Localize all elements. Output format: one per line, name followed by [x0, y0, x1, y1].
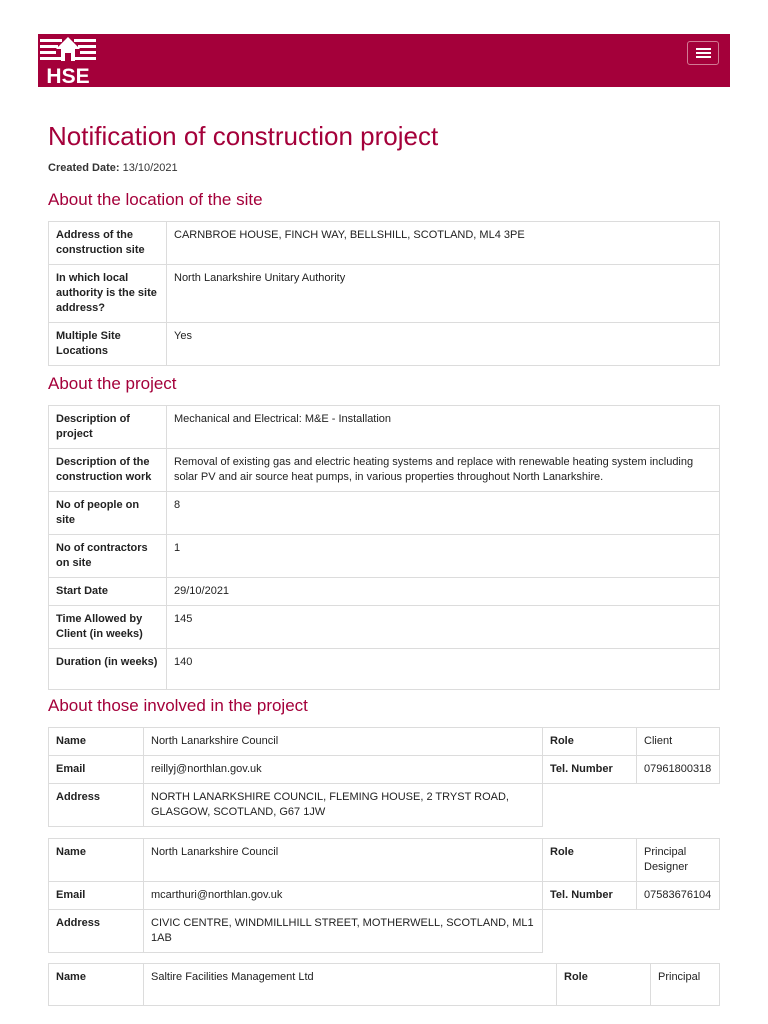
table-row: [49, 265, 720, 323]
row-label: In which local authority is the site address?: [49, 265, 167, 323]
table-row: [49, 784, 720, 827]
table-row: [49, 649, 720, 690]
table-row: [49, 964, 720, 1006]
location-heading: About the location of the site: [48, 190, 263, 209]
address-label: Address: [49, 784, 144, 827]
party-address: CIVIC CENTRE, WINDMILLHILL STREET, MOTHERWELL, SCOTLAND, ML1 1AB: [144, 910, 543, 953]
hamburger-icon-bar: [696, 56, 711, 58]
table-row: [49, 222, 720, 265]
row-label: Description of the construction work: [49, 449, 167, 492]
project-heading: About the project: [48, 374, 177, 393]
row-value: Mechanical and Electrical: M&E - Installation: [167, 406, 720, 449]
row-value: 145: [167, 606, 720, 649]
empty-cell: [543, 910, 720, 953]
role-label: Role: [557, 964, 651, 1006]
row-value: CARNBROE HOUSE, FINCH WAY, BELLSHILL, SCOTLAND, ML4 3PE: [167, 222, 720, 265]
party-name: Saltire Facilities Management Ltd: [144, 964, 557, 1006]
row-value: 1: [167, 535, 720, 578]
table-row: [49, 578, 720, 606]
name-label: Name: [49, 839, 144, 882]
row-value: 8: [167, 492, 720, 535]
table-row: [49, 606, 720, 649]
party-table-contractor: [48, 963, 720, 1006]
row-label: Address of the construction site: [49, 222, 167, 265]
page-title: Notification of construction project: [48, 121, 439, 151]
row-value: Removal of existing gas and electric heating systems and replace with renewable heating system including solar PV and air source heat pumps, in various properties throughout North Lanarkshire.: [167, 449, 720, 492]
email-label: Email: [49, 882, 144, 910]
hamburger-icon: [696, 48, 711, 50]
party-email: reillyj@northlan.gov.uk: [144, 756, 543, 784]
project-table: [48, 405, 720, 690]
header-banner: [38, 34, 730, 87]
logo-text: HSE: [46, 65, 90, 86]
menu-button[interactable]: [687, 41, 719, 65]
table-row: [49, 492, 720, 535]
row-label: Time Allowed by Client (in weeks): [49, 606, 167, 649]
involved-heading: About those involved in the project: [48, 696, 308, 715]
tel-label: Tel. Number: [543, 882, 637, 910]
party-tel: 07961800318: [637, 756, 720, 784]
row-label: Description of project: [49, 406, 167, 449]
table-row: [49, 882, 720, 910]
row-label: Start Date: [49, 578, 167, 606]
table-row: [49, 406, 720, 449]
email-label: Email: [49, 756, 144, 784]
row-value: North Lanarkshire Unitary Authority: [167, 265, 720, 323]
hamburger-icon-bar: [696, 52, 711, 54]
tel-label: Tel. Number: [543, 756, 637, 784]
name-label: Name: [49, 728, 144, 756]
address-label: Address: [49, 910, 144, 953]
table-row: [49, 323, 720, 366]
row-value: Yes: [167, 323, 720, 366]
row-value: 140: [167, 649, 720, 690]
name-label: Name: [49, 964, 144, 1006]
party-role: Principal Designer: [637, 839, 720, 882]
table-row: [49, 756, 720, 784]
location-table: [48, 221, 720, 366]
row-label: Multiple Site Locations: [49, 323, 167, 366]
created-value: 13/10/2021: [122, 162, 178, 174]
table-row: [49, 910, 720, 953]
table-row: [49, 535, 720, 578]
row-label: Duration (in weeks): [49, 649, 167, 690]
row-label: No of people on site: [49, 492, 167, 535]
table-row: [49, 728, 720, 756]
party-table-client: [48, 727, 720, 827]
party-role: Client: [637, 728, 720, 756]
created-label: Created Date:: [48, 162, 120, 174]
role-label: Role: [543, 728, 637, 756]
empty-cell: [543, 784, 720, 827]
party-email: mcarthuri@northlan.gov.uk: [144, 882, 543, 910]
row-label: No of contractors on site: [49, 535, 167, 578]
party-table-designer: [48, 838, 720, 953]
row-value: 29/10/2021: [167, 578, 720, 606]
party-tel: 07583676104: [637, 882, 720, 910]
role-label: Role: [543, 839, 637, 882]
party-role: Principal: [651, 964, 720, 1006]
table-row: [49, 449, 720, 492]
created-date: [48, 162, 178, 174]
party-name: North Lanarkshire Council: [144, 728, 543, 756]
table-row: [49, 839, 720, 882]
party-address: NORTH LANARKSHIRE COUNCIL, FLEMING HOUSE, 2 TRYST ROAD, GLASGOW, SCOTLAND, G67 1JW: [144, 784, 543, 827]
hse-logo[interactable]: [40, 36, 96, 86]
party-name: North Lanarkshire Council: [144, 839, 543, 882]
